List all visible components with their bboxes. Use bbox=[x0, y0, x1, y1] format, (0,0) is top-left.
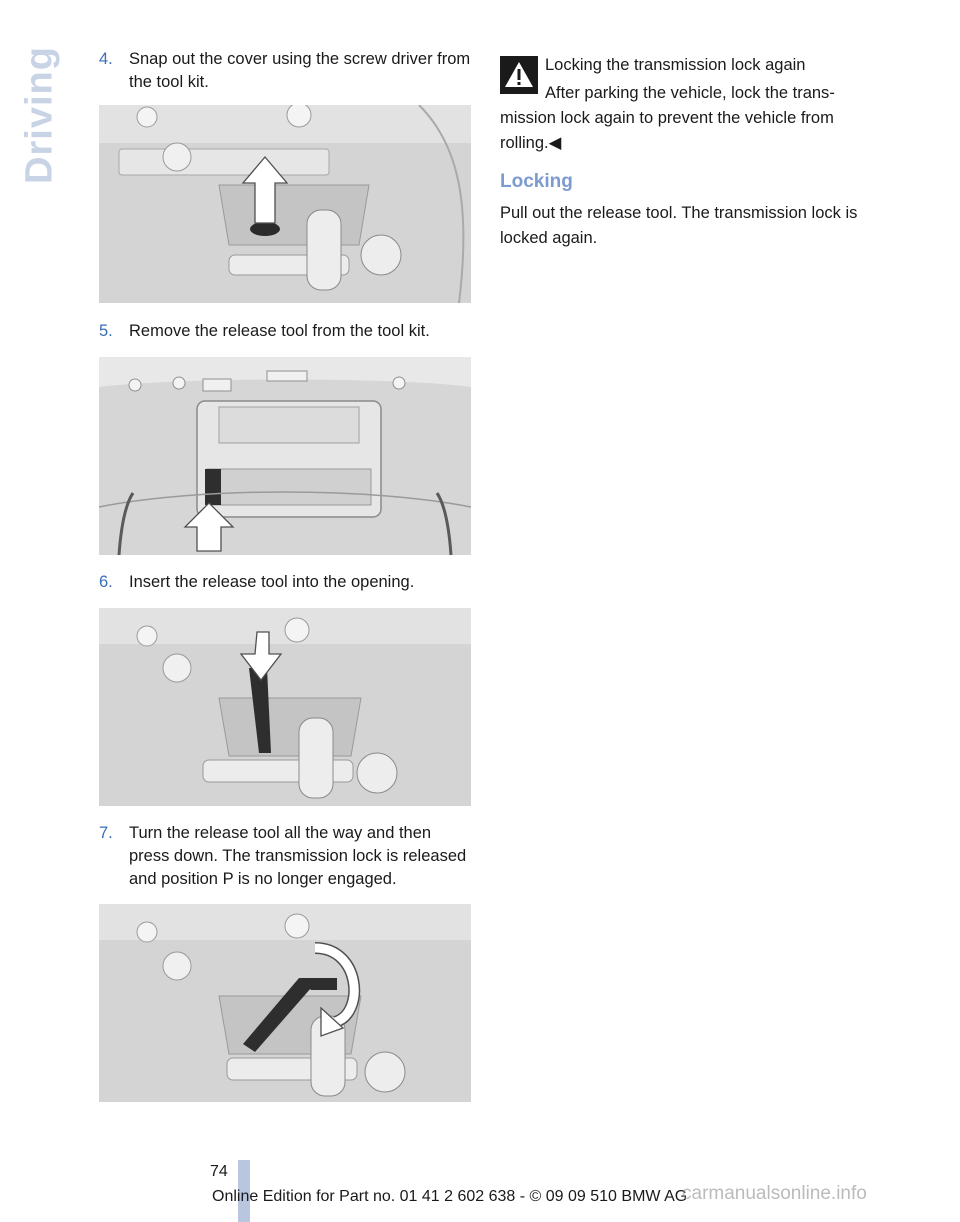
step-number: 4. bbox=[99, 50, 113, 68]
section-tab bbox=[18, 40, 62, 190]
step-text: Insert the release tool into the opening. bbox=[129, 573, 415, 591]
step-text: Turn the release tool all the way and then press down. The transmission lock is released and position P is no longer engaged. bbox=[129, 824, 467, 888]
illustration-turn-tool bbox=[99, 904, 471, 1102]
section-tab-label: Driving bbox=[18, 46, 61, 184]
page-number: 74 bbox=[210, 1163, 228, 1180]
step-number: 7. bbox=[99, 824, 113, 842]
step-text: Snap out the cover using the screw driver from the tool kit. bbox=[129, 50, 471, 91]
section-heading-locking: Locking bbox=[500, 171, 573, 192]
watermark: carmanualsonline.info bbox=[682, 1183, 867, 1204]
footer-edition: Online Edition for Part no. 01 41 2 602 638 - © 09 09 510 BMW AG bbox=[212, 1188, 688, 1205]
illustration-tool-kit bbox=[99, 357, 471, 555]
step-number: 5. bbox=[99, 322, 113, 340]
step-text: Remove the release tool from the tool kit. bbox=[129, 322, 430, 340]
step-number: 6. bbox=[99, 573, 113, 591]
step-7 bbox=[99, 822, 471, 891]
step-5 bbox=[99, 320, 471, 343]
illustration-insert-tool bbox=[99, 608, 471, 806]
illustration-snap-cover bbox=[99, 105, 471, 303]
warning-body: After parking the vehicle, lock the transmission lock again to prevent the vehicle from rolling.◀ bbox=[500, 84, 835, 152]
step-6 bbox=[99, 571, 471, 594]
locking-paragraph: Pull out the release tool. The transmission lock is locked again. bbox=[500, 204, 858, 247]
step-4 bbox=[99, 48, 471, 94]
warning-heading: Locking the transmission lock again bbox=[545, 56, 806, 74]
